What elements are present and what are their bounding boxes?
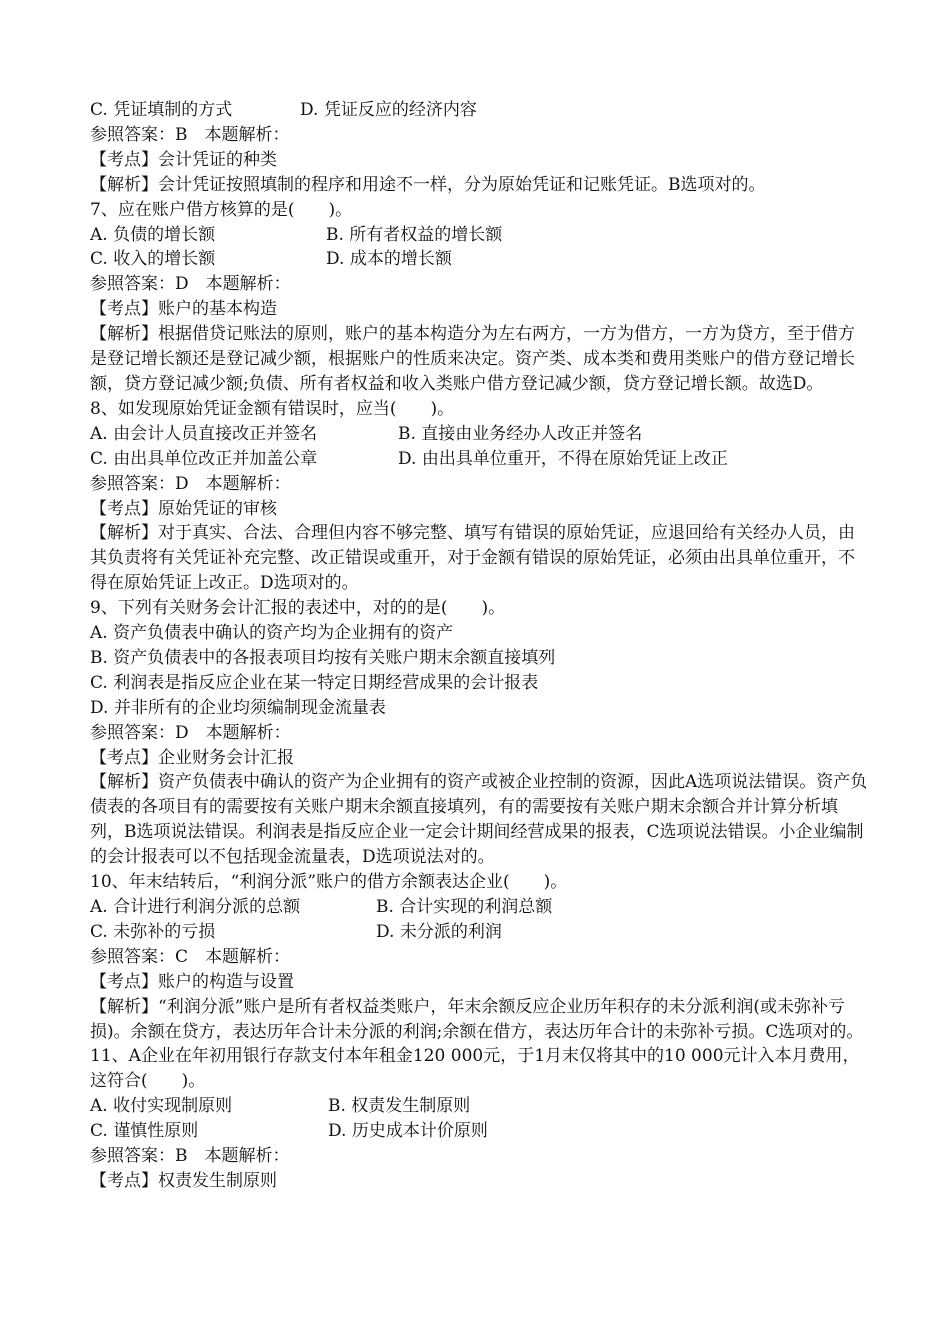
option-right: D. 凭证反应的经济内容 (300, 100, 477, 120)
option-row (90, 1094, 870, 1119)
option-row (90, 422, 870, 447)
option-left: C. 未弥补的亏损 (90, 921, 216, 942)
paragraph: 【解析】资产负债表中确认的资产为企业拥有的资产或被企业控制的资源，因此A选项说法错误。资产负债表的各项目有的需要按有关账户期末余额直接填列，有的需要按有关账户期末余额合并计算分析填列，B选项说法错误。利润表是指反应企业一定会计期间经营成果的报表，C选项说法错误。小企业编制的会计报表可以不包括现金流量表，D选项说法对的。 (90, 772, 868, 868)
text-line: C. 利润表是指反应企业在某一特定日期经营成果的会计报表 (90, 672, 539, 693)
paragraph: 11、A企业在年初用银行存款支付本年租金120 000元，于1月末仅将其中的10 000元计入本月费用，这符合( )。 (90, 1046, 860, 1092)
option-row (90, 447, 870, 472)
text-line: 9、下列有关财务会计汇报的表述中，对的的是( )。 (90, 598, 506, 619)
option-right: B. 所有者权益的增长额 (326, 224, 503, 245)
option-left: C. 凭证填制的方式 (90, 100, 233, 120)
option-right: D. 由出具单位重开，不得在原始凭证上改正 (398, 448, 728, 469)
option-right: B. 直接由业务经办人改正并签名 (398, 423, 643, 444)
paragraph: 【解析】“利润分派”账户是所有者权益类账户，年末余额反应企业历年积存的未分派利润(或未弥补亏损)。余额在贷方，表达历年合计未分派的利润;余额在借方，表达历年合计的未弥补亏损。C选项对的。 (90, 996, 864, 1042)
document-page (90, 98, 870, 1194)
text-line: 参照答案：B 本题解析： (90, 124, 290, 145)
text-line: 7、应在账户借方核算的是( )。 (90, 199, 353, 220)
option-left: C. 谨慎性原则 (90, 1121, 199, 1142)
text-line: 【考点】会计凭证的种类 (90, 149, 277, 170)
text-line: 【考点】账户的构造与设置 (90, 971, 294, 992)
option-left: A. 合计进行利润分派的总额 (90, 897, 301, 917)
paragraph: 【解析】根据借贷记账法的原则，账户的基本构造分为左右两方，一方为借方，一方为贷方，至于借方是登记增长额还是登记减少额，根据账户的性质来决定。资产类、成本类和费用类账户的借方登记增长额，贷方登记减少额;负债、所有者权益和收入类账户借方登记减少额，贷方登记增长额。故选D。 (90, 324, 855, 394)
paragraph: 【解析】对于真实、合法、合理但内容不够完整、填写有错误的原始凭证，应退回给有关经办人员，由其负责将有关凭证补充完整、改正错误或重开，对于金额有错误的原始凭证，必须由出具单位重开，不得在原始凭证上改正。D选项对的。 (90, 523, 855, 594)
option-row (90, 98, 870, 123)
text-line: 【考点】企业财务会计汇报 (90, 747, 294, 768)
text-line: 参照答案：C 本题解析： (90, 946, 291, 967)
option-row (90, 895, 870, 920)
text-line: 【考点】权责发生制原则 (90, 1170, 277, 1191)
option-left: A. 负债的增长额 (90, 224, 216, 245)
option-right: D. 历史成本计价原则 (328, 1121, 488, 1142)
text-line: 【考点】原始凭证的审核 (90, 498, 277, 519)
option-left: A. 由会计人员直接改正并签名 (90, 423, 318, 444)
text-line: 【解析】会计凭证按照填制的程序和用途不一样，分为原始凭证和记账凭证。B选项对的。 (90, 174, 766, 195)
option-right: D. 未分派的利润 (376, 921, 502, 942)
option-row (90, 247, 870, 272)
option-right: D. 成本的增长额 (326, 249, 452, 270)
option-right: B. 合计实现的利润总额 (376, 897, 553, 917)
text-line: 10、年末结转后，“利润分派”账户的借方余额表达企业( )。 (90, 872, 568, 893)
option-left: C. 收入的增长额 (90, 249, 216, 270)
text-line: 参照答案：B 本题解析： (90, 1146, 290, 1167)
text-line: 参照答案：D 本题解析： (90, 274, 291, 295)
text-line: 【考点】账户的基本构造 (90, 299, 277, 320)
option-left: C. 由出具单位改正并加盖公章 (90, 448, 318, 469)
option-left: A. 收付实现制原则 (90, 1096, 233, 1117)
text-line: B. 资产负债表中的各报表项目均按有关账户期末余额直接填列 (90, 647, 556, 668)
text-line: 参照答案：D 本题解析： (90, 473, 291, 494)
option-right: B. 权责发生制原则 (328, 1096, 471, 1117)
text-line: 参照答案：D 本题解析： (90, 722, 291, 743)
option-row (90, 1119, 870, 1144)
text-line: 8、如发现原始凭证金额有错误时，应当( )。 (90, 398, 455, 419)
option-row (90, 920, 870, 945)
option-row (90, 223, 870, 248)
text-line: A. 资产负债表中确认的资产均为企业拥有的资产 (90, 623, 454, 644)
text-line: D. 并非所有的企业均须编制现金流量表 (90, 697, 386, 718)
